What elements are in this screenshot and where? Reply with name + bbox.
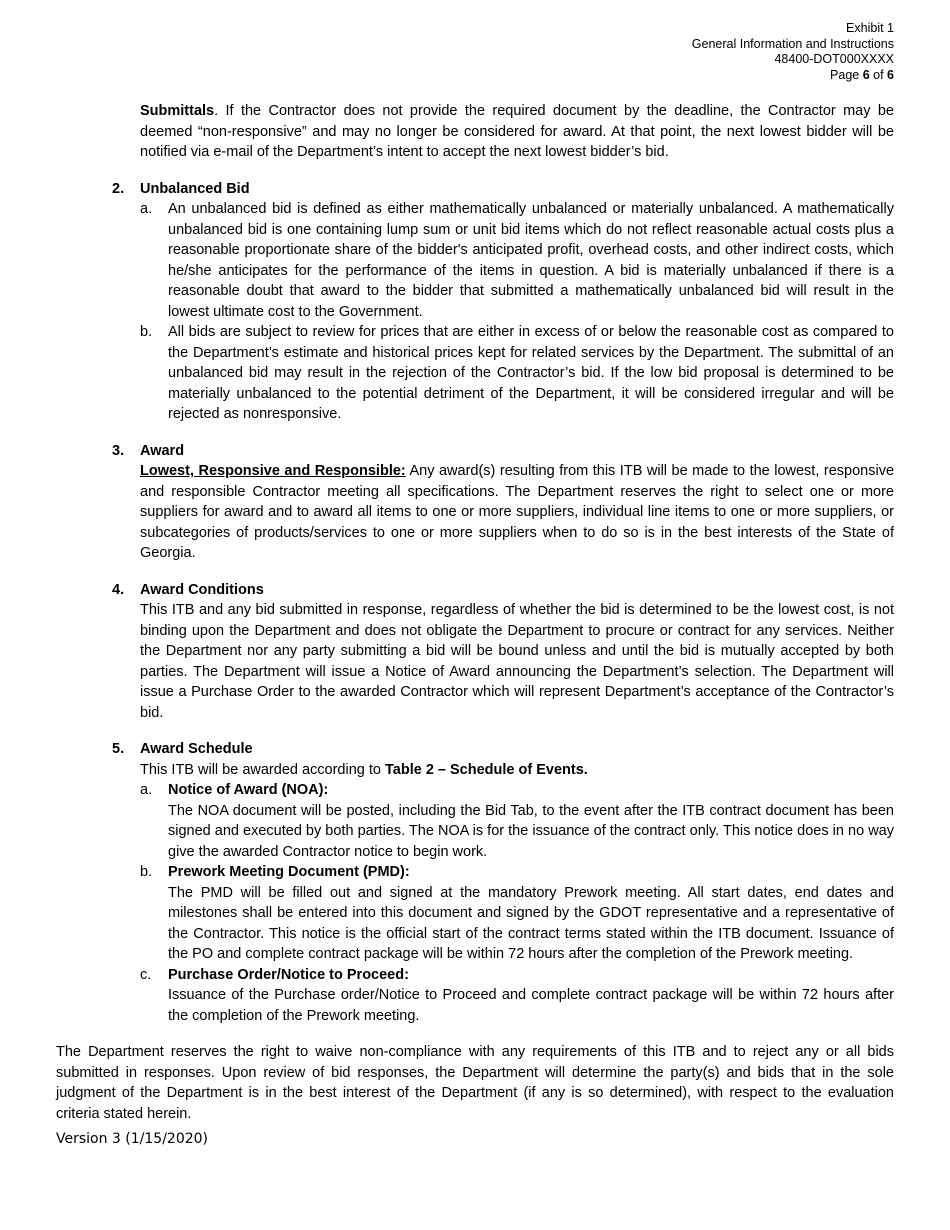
list-item xyxy=(140,862,894,965)
schedule-intro-text: This ITB will be awarded according to xyxy=(140,761,385,778)
section-number: 3. xyxy=(112,442,125,459)
exhibit-label: Exhibit 1 xyxy=(846,21,894,35)
section-body xyxy=(140,760,894,1027)
schedule-table-ref: Table 2 – Schedule of Events. xyxy=(385,761,588,778)
submittals-label: Submittals xyxy=(140,103,215,119)
section-body: This ITB and any bid submitted in response, regardless of whether the bid is determined to be the lowest cost, is not binding upon the Department and does not obligate the Department to procure or contract for any services. Neither the Department nor any party submitting a bid will be bound unless and until the bid is mutually accepted by both parties. The Department will issue a Notice of Award announcing the Department’s selection. The Department will issue a Purchase Order to the awarded Contractor which will represent Department’s acceptance of the Contractor’s bid. xyxy=(140,602,894,721)
page-total: 6 xyxy=(887,67,894,82)
item-letter: b. xyxy=(140,324,153,340)
item-title xyxy=(168,862,894,883)
section-body xyxy=(140,199,894,425)
item-letter: a. xyxy=(140,201,153,217)
submittals-paragraph xyxy=(140,101,894,163)
section-body xyxy=(140,461,894,564)
section-award-conditions xyxy=(56,580,894,724)
item-text: An unbalanced bid is defined as either mathematically unbalanced or materially unbalanced. A mathematically unbalanced bid is one containing lump sum or unit bid items which do not reflect reasonable actual costs plus a reasonable proportionate share of the bidder's anticipated profit, overhead costs, and other indirect costs, which he/she anticipates for the performance of the items in question. A bid is materially unbalanced if there is a reasonable doubt that award to the bidder that submitted a mathematically unbalanced bid will result in the lowest ultimate cost to the Government. xyxy=(168,201,894,320)
list-item xyxy=(140,780,894,862)
section-heading xyxy=(56,580,894,601)
page-indicator xyxy=(494,68,894,84)
section-title: Award Conditions xyxy=(140,581,264,598)
item-title-text: Notice of Award (NOA): xyxy=(168,782,329,798)
submittals-text: . If the Contractor does not provide the required document by the deadline, the Contractor may be deemed “non-responsive” and may no longer be considered for award. At that point, the next lowest bidder will be notified via e-mail of the Department’s intent to accept the next lowest bidder’s bid. xyxy=(140,103,894,160)
section-title: Unbalanced Bid xyxy=(140,180,250,197)
item-letter: a. xyxy=(140,782,153,798)
section-unbalanced-bid xyxy=(56,179,894,425)
page-current: 6 xyxy=(862,67,870,82)
item-text: The NOA document will be posted, including the Bid Tab, to the event after the ITB contract document has been signed and executed by both parties. The NOA is for the issuance of the contract only. This notice does in no way give the awarded Contractor notice to begin work. xyxy=(168,802,894,860)
item-text: All bids are subject to review for prices that are either in excess of or below the reasonable cost as compared to the Department’s estimate and historical prices kept for related services by the Department. The submittal of an unbalanced bid may result in the rejection of the Contractor’s bid. If the low bid proposal is determined to be materially unbalanced to the potential detriment of the Department, it will be considered irregular and will be rejected as nonresponsive. xyxy=(168,324,894,422)
schedule-intro xyxy=(140,760,894,781)
section-heading xyxy=(56,739,894,760)
list-item xyxy=(140,322,894,425)
section-number: 5. xyxy=(112,741,125,757)
list-item xyxy=(140,199,894,322)
award-text: Any award(s) resulting from this ITB will be made to the lowest, responsive and responsible Contractor meeting all specifications. The Department reserves the right to select one or more suppliers for award and to award all items to one or more suppliers, individual line items to one or more suppliers, or subcategories of products/services to one or more suppliers when to do so is in the best interests of the State of Georgia. xyxy=(140,463,895,561)
item-title xyxy=(168,780,894,801)
item-title-text: Prework Meeting Document (PMD): xyxy=(168,864,410,880)
document-subtitle: General Information and Instructions xyxy=(691,36,894,51)
item-title xyxy=(168,965,894,986)
section-title: Award xyxy=(140,442,185,459)
item-letter: b. xyxy=(140,864,153,880)
document-body xyxy=(56,101,894,1124)
version-footer: Version 3 (1/15/2020) xyxy=(56,1131,208,1147)
item-title-text: Purchase Order/Notice to Proceed: xyxy=(168,966,409,983)
item-text: The PMD will be filled out and signed at the mandatory Prework meeting. All start dates, end dates and milestones shall be entered into this document and signed by the GDOT representative and a representative of the Contractor. This notice is the official start of the contract terms stated within the ITB document. Issuance of the PO and complete contract package will be within 72 hours after the completion of the Prework meeting. xyxy=(168,884,894,962)
document-number: 48400-DOT000XXXX xyxy=(774,52,894,66)
closing-paragraph: The Department reserves the right to waive non-compliance with any requirements of this ITB and to reject any or all bids submitted in responses. Upon review of bid responses, the Department will determine the party(s) and bids that in the sole judgment of the Department is in the best interest of the Department (if any is so determined), with respect to the evaluation criteria stated herein. xyxy=(56,1044,894,1122)
page-prefix: Page xyxy=(830,67,863,82)
page-header xyxy=(494,21,894,83)
page-of: of xyxy=(869,67,888,82)
section-title: Award Schedule xyxy=(140,741,253,757)
section-heading xyxy=(56,441,894,462)
section-award-schedule xyxy=(56,739,894,1026)
section-number: 2. xyxy=(112,180,125,197)
section-heading xyxy=(56,179,894,200)
section-number: 4. xyxy=(112,581,125,598)
list-item xyxy=(140,965,894,1027)
section-award xyxy=(56,441,894,564)
item-text: Issuance of the Purchase order/Notice to Proceed and complete contract package will be within 72 hours after the completion of the Prework meeting. xyxy=(168,987,894,1024)
award-lead-label: Lowest, Responsive and Responsible: xyxy=(140,463,406,479)
item-letter: c. xyxy=(140,966,152,983)
